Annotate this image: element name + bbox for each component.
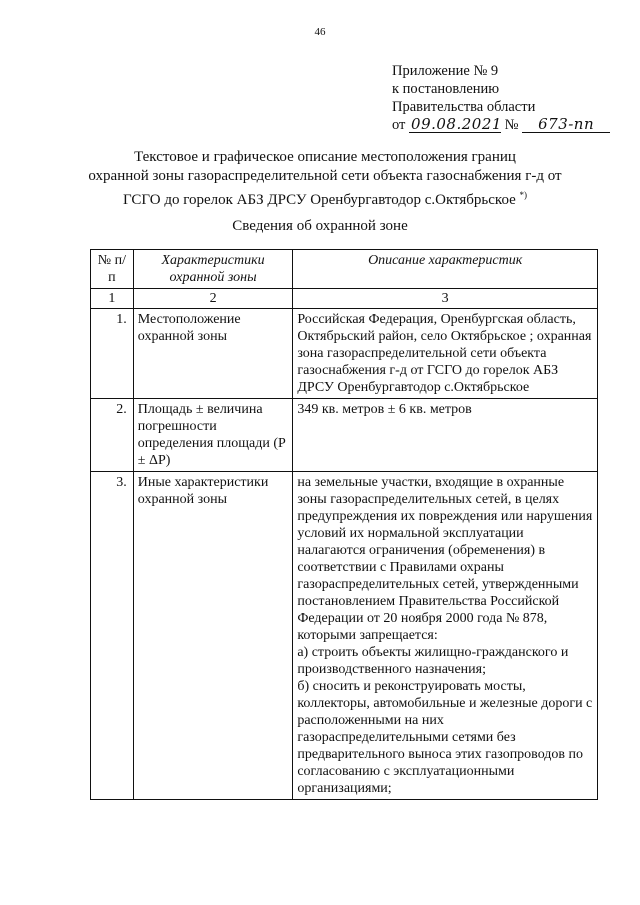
header-description: Описание характеристик bbox=[293, 250, 598, 289]
row-description-item-a: а) строить объекты жилищно-гражданского и производственного назначения; bbox=[297, 645, 569, 677]
table-row bbox=[91, 472, 598, 800]
title-line-3-text: ГСГО до горелок АБЗ ДРСУ Оренбургавтодор с.Октябрьское bbox=[122, 192, 516, 208]
zone-info-table bbox=[90, 249, 598, 800]
column-number-3: 3 bbox=[293, 289, 598, 309]
appendix-from-label: от bbox=[392, 117, 406, 133]
row-number: 2. bbox=[91, 399, 134, 472]
page-number: 46 bbox=[314, 26, 326, 38]
table-row bbox=[91, 399, 598, 472]
row-number: 3. bbox=[91, 472, 134, 800]
row-description: Российская Федерация, Оренбургская область, Октябрьский район, село Октябрьское ; охранная зона газораспределительной сети объекта газоснабжения г-д от ГСГО до горелок АБЗ ДРСУ Оренбургавтодор с.Октябрьское bbox=[293, 309, 598, 399]
appendix-number-sign: № bbox=[504, 117, 519, 133]
row-number: 1. bbox=[91, 309, 134, 399]
appendix-ref: к постановлению bbox=[392, 81, 500, 97]
appendix-block bbox=[392, 62, 610, 134]
handwritten-number: 673-пп bbox=[522, 117, 610, 133]
title-line-3 bbox=[60, 186, 590, 210]
handwritten-date: 09.08.2021 bbox=[411, 115, 502, 133]
row-characteristic: Площадь ± величина погрешности определения площади (Р ± ΔР) bbox=[133, 399, 293, 472]
document-title bbox=[60, 148, 590, 210]
section-title: Сведения об охранной зоне bbox=[232, 218, 408, 234]
title-footnote-mark: *) bbox=[519, 190, 528, 200]
appendix-authority: Правительства области bbox=[392, 99, 536, 115]
row-description-item-b: б) сносить и реконструировать мосты, коллекторы, автомобильные и железные дороги с расположенными на них газораспределительными сетями без предварительного выноса этих газопроводов по согласованию с эксплуатационными организациями; bbox=[297, 679, 593, 796]
title-line-2: охранной зоны газораспределительной сети объекта газоснабжения г-д от bbox=[88, 168, 562, 184]
header-number: № п/п bbox=[91, 250, 134, 289]
row-description: 349 кв. метров ± 6 кв. метров bbox=[293, 399, 598, 472]
table-row bbox=[91, 309, 598, 399]
title-line-1: Текстовое и графическое описание местоположения границ bbox=[134, 149, 516, 165]
header-characteristics: Характеристики охранной зоны bbox=[133, 250, 293, 289]
appendix-date-line bbox=[392, 116, 610, 134]
column-number-2: 2 bbox=[133, 289, 293, 309]
column-number-1: 1 bbox=[91, 289, 134, 309]
table-column-number-row bbox=[91, 289, 598, 309]
row-description bbox=[293, 472, 598, 800]
table-header-row bbox=[91, 250, 598, 289]
row-characteristic: Местоположение охранной зоны bbox=[133, 309, 293, 399]
row-description-intro: на земельные участки, входящие в охранные зоны газораспределительных сетей, в целях предупреждения их повреждения или нарушения условий их нормальной эксплуатации налагаются ограничения (обременения) в соответствии с Правилами охраны газораспределительных сетей, утвержденными постановлением Правительства Российской Федерации от 20 ноября 2000 года № 878, которыми запрещается: bbox=[297, 475, 593, 643]
row-characteristic: Иные характеристики охранной зоны bbox=[133, 472, 293, 800]
appendix-title: Приложение № 9 bbox=[392, 63, 499, 79]
